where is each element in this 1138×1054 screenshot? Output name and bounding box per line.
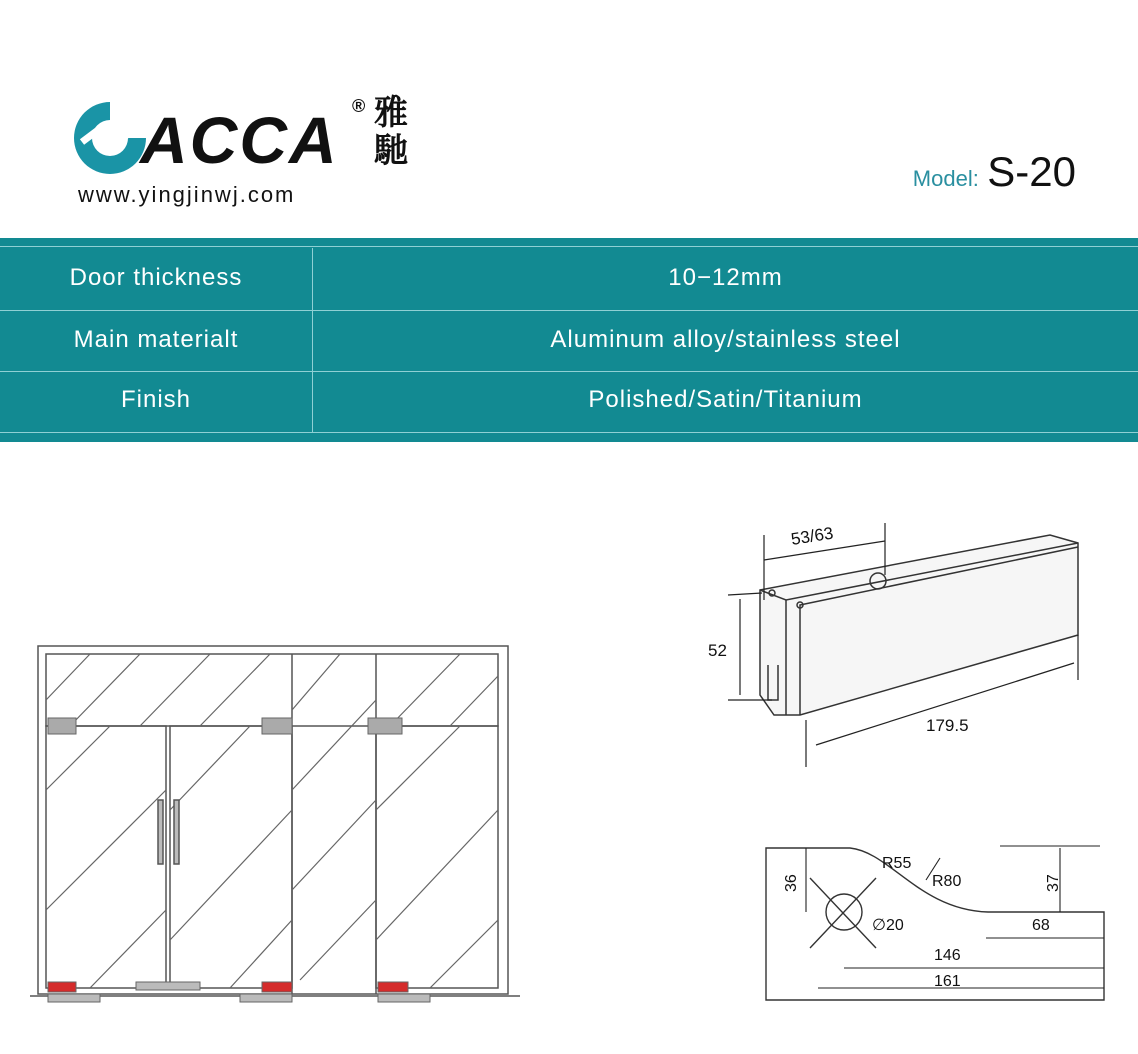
row-label: Door thickness <box>69 264 243 291</box>
swirl-logo-icon <box>70 98 150 178</box>
model-label: Model: <box>912 166 979 191</box>
dim-inner-length-label: 146 <box>934 947 961 964</box>
model-value: S-20 <box>987 148 1076 195</box>
row-label: Main materialt <box>73 326 239 353</box>
dim-right-height-label: 37 <box>1045 874 1062 892</box>
table-row <box>0 310 1138 370</box>
dim-height-label: 52 <box>708 641 727 660</box>
door-elevation-drawing <box>30 640 530 1010</box>
row-value: Aluminum alloy/stainless steel <box>550 326 901 353</box>
model-heading <box>913 148 1076 196</box>
dim-r55-label: R55 <box>882 855 912 872</box>
registered-mark: ® <box>352 96 366 116</box>
brand-cjk: 雅馳 <box>374 93 408 171</box>
table-row <box>0 371 1138 429</box>
website-url: www.yingjinwj.com <box>78 182 296 207</box>
dim-step-label: 68 <box>1032 917 1050 934</box>
dim-width-label: 53/63 <box>789 523 835 549</box>
dim-length-label: 179.5 <box>926 716 969 735</box>
spec-table <box>0 238 1138 442</box>
table-divider <box>0 246 1138 247</box>
brand-name: ACCA <box>140 103 339 177</box>
row-value: 10−12mm <box>668 264 783 291</box>
dim-left-height-label: 36 <box>783 874 800 892</box>
table-divider <box>0 432 1138 433</box>
patch-profile-drawing <box>760 830 1120 1010</box>
brand-logo <box>70 92 430 212</box>
row-label: Finish <box>120 386 192 413</box>
row-value: Polished/Satin/Titanium <box>588 386 863 413</box>
dim-r80-label: R80 <box>932 873 962 890</box>
dim-hole-label: ∅20 <box>872 917 904 934</box>
table-row <box>0 248 1138 308</box>
patch-isometric-drawing <box>690 505 1110 780</box>
dim-total-length-label: 161 <box>934 973 961 990</box>
